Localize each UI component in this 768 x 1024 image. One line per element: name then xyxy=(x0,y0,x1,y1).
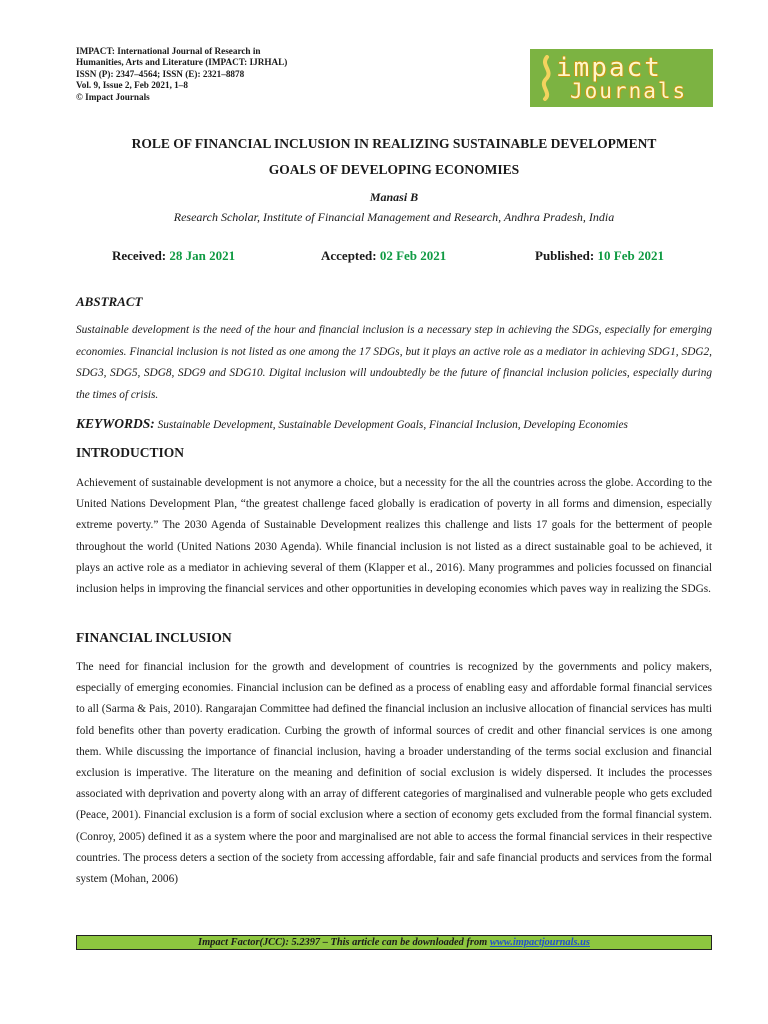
published-value: 10 Feb 2021 xyxy=(597,248,664,263)
financial-inclusion-heading: FINANCIAL INCLUSION xyxy=(76,630,232,645)
financial-inclusion-body: The need for financial inclusion for the growth and development of countries is recognized by the governments and policy makers, especially of emerging economies. Financial inclusion can be defined as a process of enabling easy and affordable formal financial services to all (Sarma & Pais, 2010). Rangarajan Committee had defined the financial inclusion an inclusive allocation of financial services has multi fold benefits other than poverty eradication. Curbing the growth of informal sources of credit and other financial services is one among them. While discussing the importance of financial inclusion, having a broader understanding of the terms social exclusion and financial exclusion is imperative. The literature on the meaning and definition of social exclusion is widely dispersed. It includes the processes associated with deprivation and poverty along with an array of different categories of marginalised and vulnerable people who gets excluded (Peace, 2001). Financial exclusion is a form of social exclusion where a section of economy gets excluded from the formal financial system. (Conroy, 2005) defined it as a system where the poor and marginalised are not able to access the formal financial services in their respective countries. The process deters a section of the society from accessing affordable, fair and safe financial products and services from the formal system (Mohan, 2006) xyxy=(76,661,712,886)
introduction-body: Achievement of sustainable development is not anymore a choice, but a necessity for the all the countries across the globe. According to the United Nations Development Plan, “the greatest challenge faced globally is eradication of poverty in all forms and dimension, especially extreme poverty.” The 2030 Agenda of Sustainable Development realizes this challenge and lists 17 goals for the betterment of people throughout the world (United Nations 2030 Agenda). While financial inclusion is not listed as a direct sustainable goal to be achieved, it plays an active role as a mediator in achieving several of them (Klapper et al., 2016). Many programmes and policies focussed on financial inclusion helps in improving the financial services and other opportunities in developing economies which paves way in realizing the SDGs. xyxy=(76,477,712,596)
journal-copyright: © Impact Journals xyxy=(76,91,150,102)
abstract-body: Sustainable development is the need of the hour and financial inclusion is a necessary step in achieving the SDGs, especially for emerging economies. Financial inclusion is not listed as one among the 17 SDGs, but it plays an active role as a mediator in achieving SDG1, SDG2, SDG3, SDG5, SDG8, SDG9 and SDG10. Digital inclusion will undoubtedly be the future of financial inclusion policies, especially during the times of crisis. xyxy=(76,324,712,401)
published-label: Published: xyxy=(535,248,595,263)
journal-volume: Vol. 9, Issue 2, Feb 2021, 1–8 xyxy=(76,80,188,91)
published-date xyxy=(535,248,664,264)
author-name: Manasi B xyxy=(369,190,419,204)
received-label: Received: xyxy=(112,248,167,263)
accepted-label: Accepted: xyxy=(321,248,377,263)
received-value: 28 Jan 2021 xyxy=(169,248,236,263)
accepted-date xyxy=(321,248,446,264)
journal-name-line-2: Humanities, Arts and Literature (IMPACT: IJRHAL) xyxy=(76,57,288,68)
keywords xyxy=(76,415,712,434)
abstract-heading: ABSTRACT xyxy=(76,294,143,309)
logo-text-journals: Journals xyxy=(570,79,688,103)
journal-issn: ISSN (P): 2347–4564; ISSN (E): 2321–8878 xyxy=(76,68,245,79)
title-line-1: ROLE OF FINANCIAL INCLUSION IN REALIZING SUSTAINABLE DEVELOPMENT xyxy=(131,136,657,151)
author-affiliation: Research Scholar, Institute of Financial Management and Research, Andhra Pradesh, India xyxy=(173,210,615,224)
logo-text-impact: impact xyxy=(556,53,662,83)
title-line-2: GOALS OF DEVELOPING ECONOMIES xyxy=(268,162,520,177)
article-title xyxy=(76,131,712,183)
journal-name-line-1: IMPACT: International Journal of Research in xyxy=(76,46,261,56)
received-date xyxy=(112,248,235,264)
journal-header xyxy=(76,46,396,103)
accepted-value: 02 Feb 2021 xyxy=(379,248,447,263)
keywords-list: Sustainable Development, Sustainable Development Goals, Financial Inclusion, Developing Economies xyxy=(157,419,628,431)
logo-swirl-icon xyxy=(536,55,558,101)
keywords-label: KEYWORDS: xyxy=(76,416,155,431)
impact-journals-logo xyxy=(530,49,713,107)
introduction-heading: INTRODUCTION xyxy=(76,445,185,460)
footer-link[interactable]: www.impactjournals.us xyxy=(489,937,590,948)
footer-text: Impact Factor(JCC): 5.2397 – This article can be downloaded from xyxy=(198,937,490,948)
footer-bar xyxy=(76,935,712,950)
